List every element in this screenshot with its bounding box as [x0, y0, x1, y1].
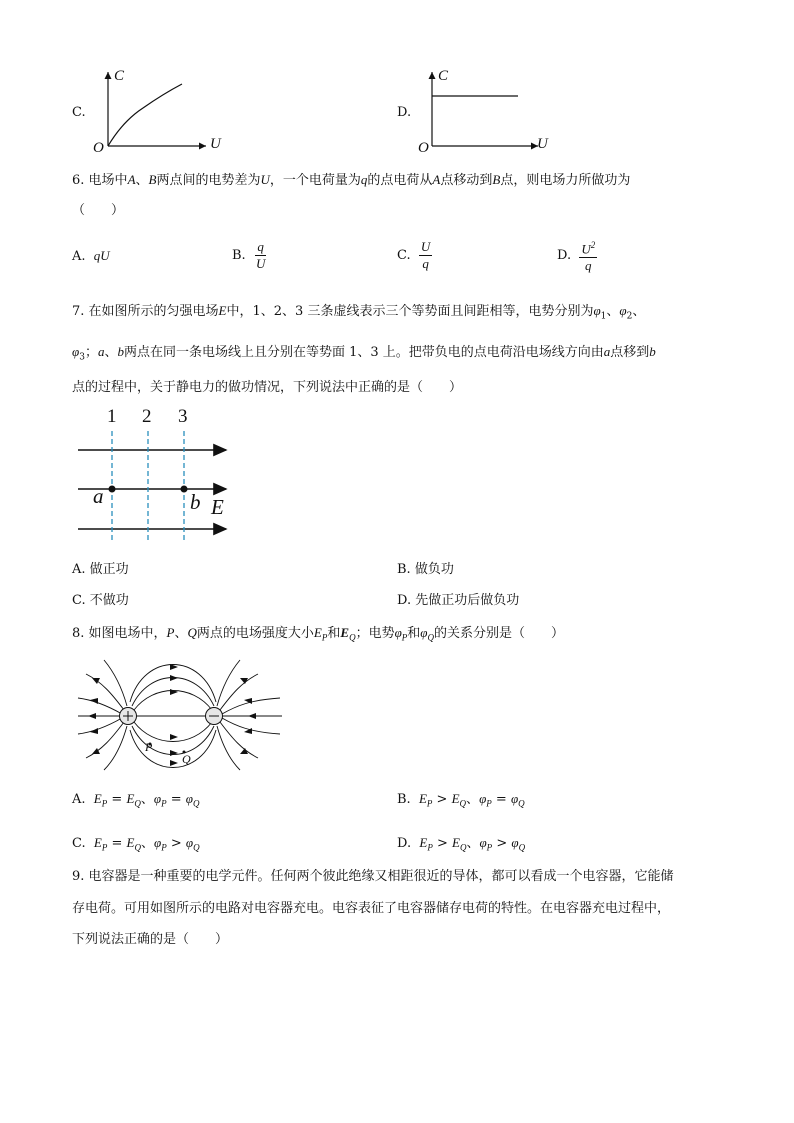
q6-option-d: D. $\frac{U^2}{q}$ [557, 240, 596, 274]
q7-fig-label-1: 1 [107, 406, 117, 427]
q5-option-c-label: C. [72, 105, 86, 120]
q5-c-origin-label: O [93, 140, 104, 156]
q9-stem-line3: 下列说法正确的是（ ） [72, 932, 229, 947]
q7-option-a: A. 做正功 [72, 562, 129, 577]
negative-charge [206, 708, 223, 725]
arrow [170, 675, 178, 681]
q6-option-b: B. $\frac{q}{U}$ [232, 239, 266, 271]
q7-option-c: C. 不做功 [72, 593, 129, 608]
q7-fig-label-b: b [190, 490, 201, 514]
ray-line [78, 718, 122, 734]
q5-option-d-label: D. [397, 105, 412, 120]
q8-fig-label-p: P [145, 740, 153, 754]
q7-fig-label-3: 3 [178, 406, 188, 427]
positive-charge [120, 708, 137, 725]
q9-stem-line2: 存电荷。可用如图所示的电路对电容器充电。电容表征了电容器储存电荷的特性。在电容器充电过程中， [72, 901, 671, 916]
ray-line [220, 674, 258, 710]
q8-dipole-field-figure [74, 654, 286, 772]
q7-stem-line1: 7. 在如图所示的匀强电场E中，1、2、3 三条虚线表示三个等势面且间距相等，电势分别为$\varphi_1$、$\varphi_2$、 [72, 303, 646, 322]
c-u-curve [108, 84, 182, 146]
q8-option-d: D. $E_P > E_Q$、$\varphi_P > \varphi_Q$ [397, 835, 526, 853]
q7-fig-label-E: E [211, 495, 224, 519]
q6-answer-paren: （ ） [72, 203, 125, 218]
arrow [170, 750, 178, 756]
ray-line [220, 722, 258, 758]
q5-c-yaxis-label: C [114, 68, 125, 84]
direction-arrows [88, 664, 256, 766]
arc-line [130, 665, 216, 703]
q8-option-b: B. $E_P > E_Q$、$\varphi_P = \varphi_Q$ [397, 791, 525, 809]
ray-line [78, 698, 122, 714]
arrow [170, 760, 178, 766]
q8-fig-label-q: Q [182, 752, 191, 766]
arrow [248, 713, 256, 719]
q7-stem-line2: $\varphi_3$；a、b两点在同一条电场线上且分别在等势面 1、3 上。把带负电的点电荷沿电场线方向由a点移到b [72, 344, 656, 363]
q7-stem-line3: 点的过程中，关于静电力的做功情况，下列说法中正确的是（ ） [72, 380, 463, 395]
q8-option-a: A. $E_P = E_Q$、$\varphi_P = \varphi_Q$ [72, 791, 200, 809]
ray-line [86, 674, 124, 710]
ray-line [86, 722, 124, 758]
point-a [109, 486, 116, 493]
arrow [170, 689, 178, 695]
q6-option-a: A. qU [72, 248, 110, 264]
q7-option-d: D. 先做正功后做负功 [397, 593, 520, 608]
arrow [92, 678, 100, 684]
q7-fig-label-2: 2 [142, 406, 152, 427]
q8-stem: 8. 如图电场中，P、Q两点的电场强度大小$E_P$和$E_Q$；电势$\varphi_P$和$\varphi_Q$的关系分别是（ ） [72, 625, 565, 643]
q5-c-xaxis-label: U [210, 136, 221, 152]
point-b [181, 486, 188, 493]
q5-d-origin-label: O [418, 140, 429, 156]
q5-d-xaxis-label: U [537, 136, 548, 152]
arrow [170, 734, 178, 740]
q6-option-c: C. $\frac{U}{q}$ [397, 239, 431, 271]
q6-stem-line1: 6. 电场中A、B两点间的电势差为U，一个电荷量为q的点电荷从A点移动到B点，则电场力所做功为 [72, 172, 631, 188]
q5-option-c-graph [88, 66, 228, 162]
q7-option-b: B. 做负功 [397, 562, 454, 577]
q5-d-yaxis-label: C [438, 68, 449, 84]
q8-option-c: C. $E_P = E_Q$、$\varphi_P > \varphi_Q$ [72, 835, 200, 853]
arrow [88, 713, 96, 719]
q9-stem-line1: 9. 电容器是一种重要的电学元件。任何两个彼此绝缘又相距很近的导体，都可以看成一个电容器，它能储 [72, 869, 674, 884]
arrow [92, 748, 100, 754]
q7-fig-label-a: a [93, 484, 104, 508]
q5-option-d-graph [412, 66, 552, 162]
q7-uniform-field-figure [70, 405, 240, 545]
